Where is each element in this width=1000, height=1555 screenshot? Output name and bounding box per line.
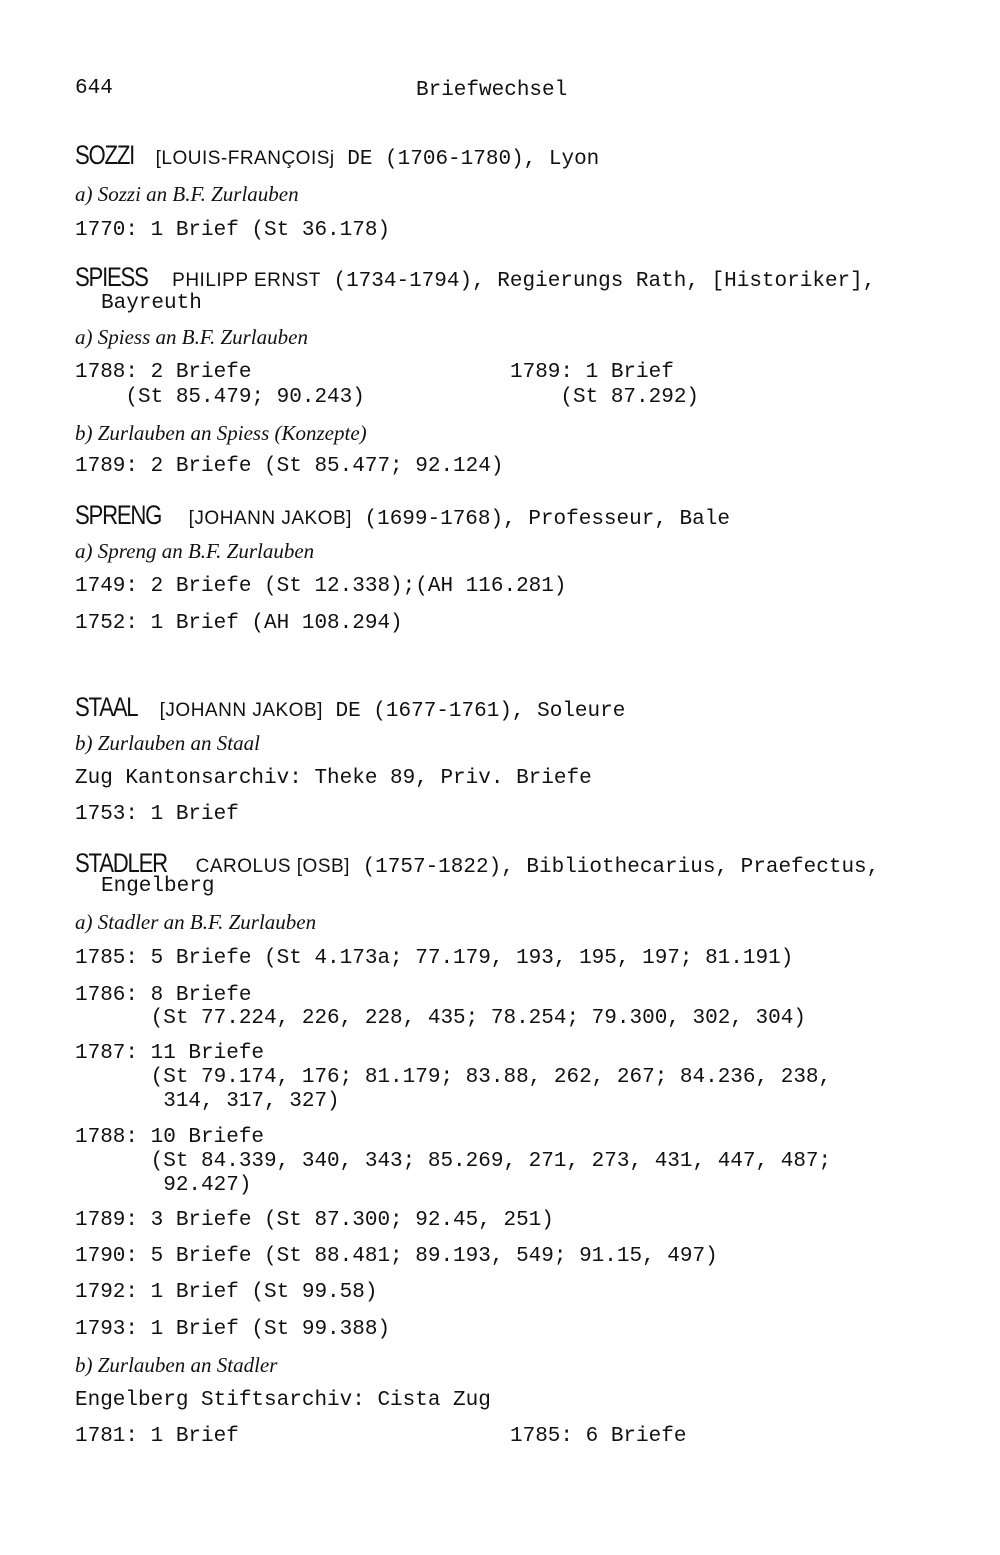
entry-prefix: [JOHANN JAKOB] bbox=[159, 700, 323, 721]
letter-line: 1788: 10 Briefe bbox=[75, 1126, 265, 1149]
letter-line: 1789: 1 Brief bbox=[510, 361, 674, 384]
entry-heading-spiess bbox=[75, 262, 876, 294]
entry-prefix: [JOHANN JAKOB] bbox=[188, 508, 352, 529]
entry-continuation: Engelberg bbox=[101, 875, 215, 898]
entry-name: SPRENG bbox=[75, 500, 162, 530]
entry-details: DE (1677-1761), Soleure bbox=[322, 700, 626, 723]
letter-line: (St 84.339, 340, 343; 85.269, 271, 273, 431, 447, 487; bbox=[75, 1150, 832, 1173]
entry-details: DE (1706-1780), Lyon bbox=[334, 148, 600, 171]
subheading: b) Zurlauben an Stadler bbox=[75, 1353, 278, 1377]
entry-name: STAAL bbox=[75, 692, 138, 722]
letter-line: 1787: 11 Briefe bbox=[75, 1042, 265, 1065]
letter-line: (St 79.174, 176; 81.179; 83.88, 262, 267; 84.236, 238, bbox=[75, 1066, 832, 1089]
letter-line: (St 87.292) bbox=[510, 386, 700, 409]
entry-heading-spreng bbox=[75, 500, 730, 532]
entry-name: STADLER bbox=[75, 848, 167, 878]
entry-name: SOZZI bbox=[75, 140, 135, 170]
entry-details: (1699-1768), Professeur, Bale bbox=[351, 508, 730, 531]
letter-line: 1785: 5 Briefe (St 4.173a; 77.179, 193, 195, 197; 81.191) bbox=[75, 947, 794, 970]
letter-line: 1753: 1 Brief bbox=[75, 803, 239, 826]
letter-line: 1770: 1 Brief (St 36.178) bbox=[75, 219, 391, 242]
letter-line: 1792: 1 Brief (St 99.58) bbox=[75, 1281, 378, 1304]
letter-line: 1790: 5 Briefe (St 88.481; 89.193, 549; 91.15, 497) bbox=[75, 1245, 718, 1268]
letter-line: 1788: 2 Briefe bbox=[75, 361, 252, 384]
subheading: b) Zurlauben an Spiess (Konzepte) bbox=[75, 421, 367, 445]
entry-details: (1757-1822), Bibliothecarius, Praefectus, bbox=[349, 856, 880, 879]
entry-prefix: [LOUIS-FRANÇOISj bbox=[155, 148, 335, 169]
page-number: 644 bbox=[75, 77, 113, 100]
letter-line: 1749: 2 Briefe (St 12.338);(AH 116.281) bbox=[75, 575, 567, 598]
letter-line: 92.427) bbox=[75, 1174, 252, 1197]
subheading: b) Zurlauben an Staal bbox=[75, 731, 260, 755]
entry-prefix: PHILIPP ERNST bbox=[172, 270, 321, 291]
letter-line: 1781: 1 Brief bbox=[75, 1425, 239, 1448]
subheading: a) Sozzi an B.F. Zurlauben bbox=[75, 182, 299, 206]
entry-continuation: Bayreuth bbox=[101, 292, 202, 315]
running-title: Briefwechsel bbox=[416, 79, 568, 102]
subheading: a) Spreng an B.F. Zurlauben bbox=[75, 539, 315, 563]
entry-details: (1734-1794), Regierungs Rath, [Historiker], bbox=[320, 270, 876, 293]
entry-name: SPIESS bbox=[75, 262, 148, 292]
letter-line: Engelberg Stiftsarchiv: Cista Zug bbox=[75, 1389, 491, 1412]
entry-prefix: CAROLUS [OSB] bbox=[195, 856, 350, 877]
entry-heading-sozzi bbox=[75, 140, 600, 172]
letter-line: 1752: 1 Brief (AH 108.294) bbox=[75, 612, 403, 635]
letter-line: (St 85.479; 90.243) bbox=[75, 386, 365, 409]
letter-line: 1786: 8 Briefe bbox=[75, 984, 252, 1007]
letter-line: (St 77.224, 226, 228, 435; 78.254; 79.300, 302, 304) bbox=[75, 1007, 806, 1030]
subheading: a) Stadler an B.F. Zurlauben bbox=[75, 910, 317, 934]
letter-line: 1785: 6 Briefe bbox=[510, 1425, 687, 1448]
entry-heading-staal bbox=[75, 692, 626, 724]
letter-line: 314, 317, 327) bbox=[75, 1090, 340, 1113]
letter-line: Zug Kantonsarchiv: Theke 89, Priv. Briefe bbox=[75, 767, 592, 790]
letter-line: 1789: 3 Briefe (St 87.300; 92.45, 251) bbox=[75, 1209, 554, 1232]
subheading: a) Spiess an B.F. Zurlauben bbox=[75, 325, 308, 349]
letter-line: 1789: 2 Briefe (St 85.477; 92.124) bbox=[75, 455, 504, 478]
letter-line: 1793: 1 Brief (St 99.388) bbox=[75, 1318, 391, 1341]
